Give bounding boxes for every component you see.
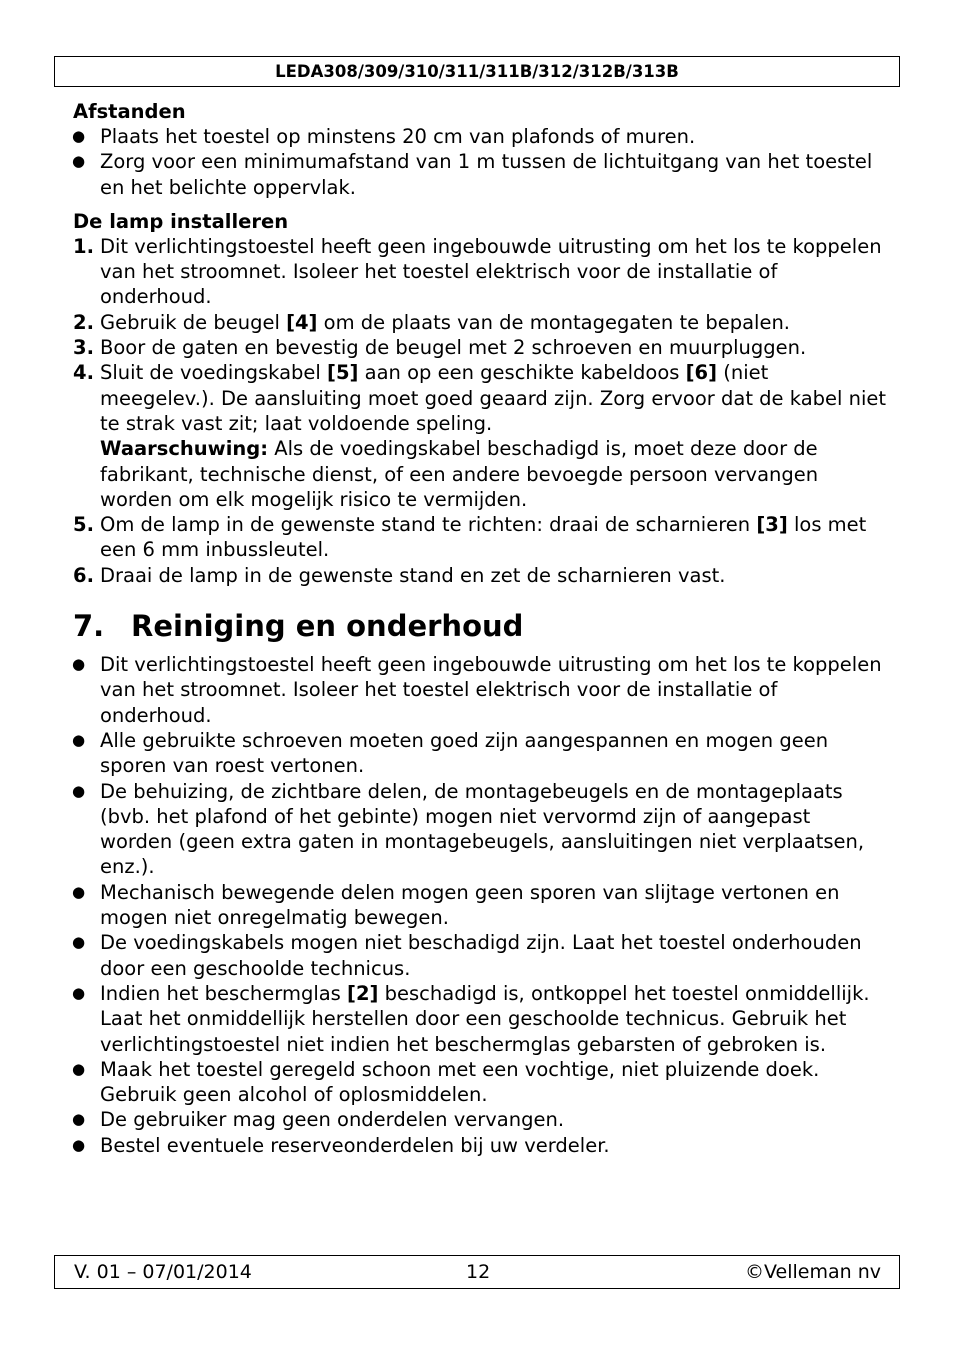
step-number: 5. [73,513,94,537]
step-item: 5. Om de lamp in de gewenste stand te richten: draai de scharnieren [3] los met een 6 mm inbussleutel. [73,513,867,562]
part-ref: [4] [286,310,318,334]
part-ref: [2] [347,981,379,1005]
list-item: ● Plaats het toestel op minstens 20 cm van plafonds of muren. [72,125,696,148]
bullet-icon: ● [72,781,86,800]
bullet-icon: ● [72,983,86,1002]
list-item: ● Indien het beschermglas [2] beschadigd is, ontkoppel het toestel onmiddellijk. Laat het onmiddellijk herstellen door een geschoolde technicus. Gebruik het verlichtingstoestel niet indien het beschermglas gebarsten of gebroken is. [72,981,870,1056]
section-title [73,607,888,645]
warning-text: Als de voedingskabel beschadigd is, moet deze door de fabrikant, technische dienst, of een andere bevoegde persoon vervangen worden om elk mogelijk risico te vermijden. [100,437,819,511]
bullet-icon: ● [72,933,86,952]
bullet-icon: ● [72,882,86,901]
step-number: 1. [73,234,94,258]
part-ref: [5] [327,361,359,385]
onderhoud-list [73,652,888,1158]
step-item: 2. Gebruik de beugel [4] om de plaats van de montagegaten te bepalen. [73,310,790,334]
header-title: LEDA308/309/310/311/311B/312/312B/313B [275,62,679,81]
step-number: 3. [73,336,94,360]
bullet-icon: ● [72,1135,86,1154]
step-item: 4. Sluit de voedingskabel [5] aan op een geschikte kabeldoos [6] (niet meegelev.). De aansluiting moet goed geaard zijn. Zorg ervoor dat de kabel niet te strak vast zit; laat voldoende speling. Waarschuwing: Als de voedingskabel beschadigd is, moet deze door de fabrikant, technische dienst, of een andere bevoegde persoon vervangen worden om elk mogelijk risico te vermijden. [73,361,887,511]
heading-afstanden: Afstanden [73,100,186,123]
footer-version: V. 01 – 07/01/2014 [74,1261,252,1283]
list-item: ● Alle gebruikte schroeven moeten goed zijn aangespannen en mogen geen sporen van roest vertonen. [72,728,829,778]
list-item: ● De behuizing, de zichtbare delen, de montagebeugels en de montageplaats (bvb. het plafond of het gebinte) mogen niet vervormd zijn of aangepast worden (geen extra gaten in montagebeugels, aansluitingen niet verplaatsen, enz.). [72,779,865,879]
page-content [73,99,888,1158]
bullet-icon: ● [72,655,86,674]
bullet-icon: ● [72,1059,86,1078]
page-footer [54,1255,900,1289]
bullet-icon: ● [72,1110,86,1129]
list-item: ● Maak het toestel geregeld schoon met een vochtige, niet pluizende doek. Gebruik geen alcohol of oplosmiddelen. [72,1057,820,1107]
step-item: 6. Draai de lamp in de gewenste stand en zet de scharnieren vast. [73,563,726,587]
step-number: 6. [73,563,94,587]
bullet-icon: ● [72,127,86,145]
step-number: 4. [73,361,94,385]
step-item: 1. Dit verlichtingstoestel heeft geen ingebouwde uitrusting om het los te koppelen van het stroomnet. Isoleer het toestel elektrisch voor de installatie of onderhoud. [73,234,882,309]
section-number: 7. [73,609,105,644]
list-item: ● De voedingskabels mogen niet beschadigd zijn. Laat het toestel onderhouden door een geschoolde technicus. [72,931,862,980]
bullet-icon: ● [72,730,86,749]
list-item: ● De gebruiker mag geen onderdelen vervangen. [72,1108,565,1132]
list-item: ● Zorg voor een minimumafstand van 1 m tussen de lichtuitgang van het toestel en het belichte oppervlak. [72,150,873,199]
warning-label: Waarschuwing: [100,437,269,461]
part-ref: [3] [756,513,788,537]
step-number: 2. [73,310,94,334]
footer-page-number: 12 [466,1261,491,1283]
installeren-steps [73,234,888,588]
afstanden-list [73,124,888,200]
page-header [54,56,900,87]
part-ref: [6] [685,361,718,385]
list-item: ● Mechanisch bewegende delen mogen geen sporen van slijtage vertonen en mogen niet onregelmatig bewegen. [72,880,840,930]
heading-installeren: De lamp installeren [73,209,289,233]
list-item: ● Dit verlichtingstoestel heeft geen ingebouwde uitrusting om het los te koppelen van het stroomnet. Isoleer het toestel elektrisch voor de installatie of onderhoud. [72,653,882,727]
list-item: ● Bestel eventuele reserveonderdelen bij uw verdeler. [72,1133,610,1157]
section-heading: Reiniging en onderhoud [131,609,524,644]
step-item: 3. Boor de gaten en bevestig de beugel met 2 schroeven en muurpluggen. [73,336,807,360]
bullet-icon: ● [72,152,86,171]
footer-copyright: ©Velleman nv [745,1261,881,1283]
